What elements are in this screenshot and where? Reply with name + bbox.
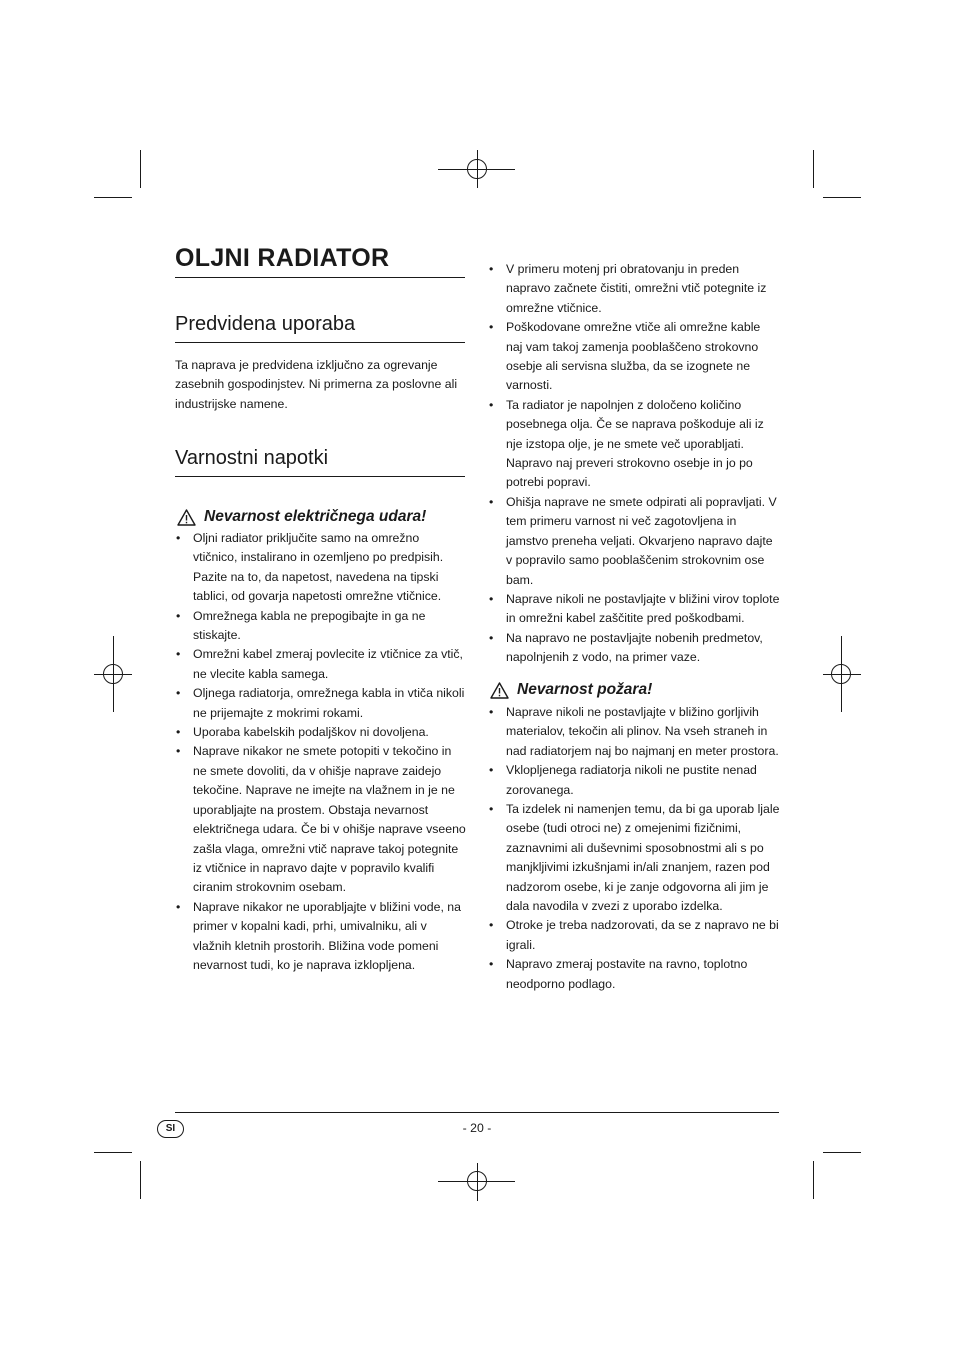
- list-item: • Vklopljenega radiatorja nikoli ne pustite nenad zorovanega.: [488, 761, 780, 800]
- page-number: - 20 -: [462, 1121, 492, 1135]
- safety-list-continued: [488, 260, 780, 668]
- list-item: • Naprave nikakor ne uporabljajte v bližini vode, na primer v kopalni kadi, prhi, umivalniku, ali v vlažnih kletnih prostorih. Bližina vode pomeni nevarnost tudi, ko je naprava izklopljena.: [175, 898, 467, 976]
- list-item: • Otroke je treba nadzorovati, da se z napravo ne bi igrali.: [488, 916, 780, 955]
- list-item: • Naprave nikoli ne postavljajte v bližini virov toplote in omrežni kabel zaščitite pred poškodbami.: [488, 590, 780, 629]
- fire-warning-list: [488, 703, 780, 994]
- warning-triangle-icon: [177, 509, 196, 526]
- list-item: • Ta izdelek ni namenjen temu, da bi ga uporab ljale osebe (tudi otroci ne) z omejenimi fizičnimi, zaznavnimi ali duševnimi sposobnostmi ali s po manjkljivimi izkušnjami in/ali znanjem, razen pod nadzorom osebe, ki je zanje odgovorna ali jim je dala navodila v zvezi z uporabo izdelka.: [488, 800, 780, 916]
- section-heading-use: Predvidena uporaba: [175, 313, 465, 343]
- list-item: • Oljnega radiatorja, omrežnega kabla in vtiča nikoli ne prijemajte z mokrimi rokami.: [175, 684, 467, 723]
- warning-triangle-icon: [490, 682, 509, 699]
- list-item: • Uporaba kabelskih podaljškov ni dovoljena.: [175, 723, 467, 742]
- list-item: • Omrežni kabel zmeraj povlecite iz vtičnice za vtič, ne vlecite kabla samega.: [175, 645, 467, 684]
- footer-divider: [175, 1112, 779, 1113]
- list-item: • Naprave nikoli ne postavljajte v bližino gorljivih materialov, tekočin ali plinov. Na vseh straneh in nad radiatorjem naj bo najmanj en meter prostora.: [488, 703, 780, 761]
- list-item: • Napravo zmeraj postavite na ravno, toplotno neodporno podlago.: [488, 955, 780, 994]
- warning-fire-heading: [490, 681, 652, 699]
- list-item: • Omrežnega kabla ne prepogibajte in ga ne stiskajte.: [175, 607, 467, 646]
- warning-fire-label: Nevarnost požara!: [517, 681, 653, 698]
- language-badge: SI: [157, 1120, 184, 1138]
- warning-electric-label: Nevarnost električnega udara!: [204, 508, 427, 525]
- list-item: • V primeru motenj pri obratovanju in preden napravo začnete čistiti, omrežni vtič potegnite iz omrežne vtičnice.: [488, 260, 780, 318]
- electric-warning-list: [175, 529, 467, 975]
- list-item: • Ta radiator je napolnjen z določeno količino posebnega olja. Če se naprava poškoduje ali iz nje izstopa olje, je ne smete več uporabljati. Napravo naj preveri strokovno osebje in jo po potrebi popravi.: [488, 396, 780, 493]
- list-item: • Na napravo ne postavljajte nobenih predmetov, napolnjenih z vodo, na primer vaze.: [488, 629, 780, 668]
- list-item: • Ohišja naprave ne smete odpirati ali popravljati. V tem primeru varnost ni več zagotovljena in jamstvo preneha veljati. Okvarjeno napravo dajte v popravilo samo pooblaščenim strokovnim ose bam.: [488, 493, 780, 590]
- warning-electric-heading: [177, 508, 426, 526]
- list-item: • Oljni radiator priključite samo na omrežno vtičnico, instalirano in ozemljeno po predpisih. Pazite na to, da napetost, navedena na tipski tablici, od govarja napetosti omrežne vtičnice.: [175, 529, 467, 607]
- page-title: OLJNI RADIATOR: [175, 244, 465, 278]
- list-item: • Poškodovane omrežne vtiče ali omrežne kable naj vam takoj zamenja pooblaščeno strokovno osebje ali servisna služba, da se izognete ne varnosti.: [488, 318, 780, 396]
- section-heading-safety: Varnostni napotki: [175, 447, 465, 477]
- use-paragraph: Ta naprava je predvidena izključno za ogrevanje zasebnih gospodinjstev. Ni primerna za poslovne ali industrijske namene.: [175, 358, 458, 411]
- list-item: • Naprave nikakor ne smete potopiti v tekočino in ne smete dovoliti, da v ohišje naprave zaidejo tekočine. Naprave ne imejte na vlažnem in je ne uporabljajte na prostem. Obstaja nevarnost električnega udara. Če bi v ohišje naprave vseeno zašla vlaga, omrežni vtič naprave takoj potegnite iz vtičnice in napravo dajte v popravilo kvalifi ciranim strokovnim osebam.: [175, 742, 467, 897]
